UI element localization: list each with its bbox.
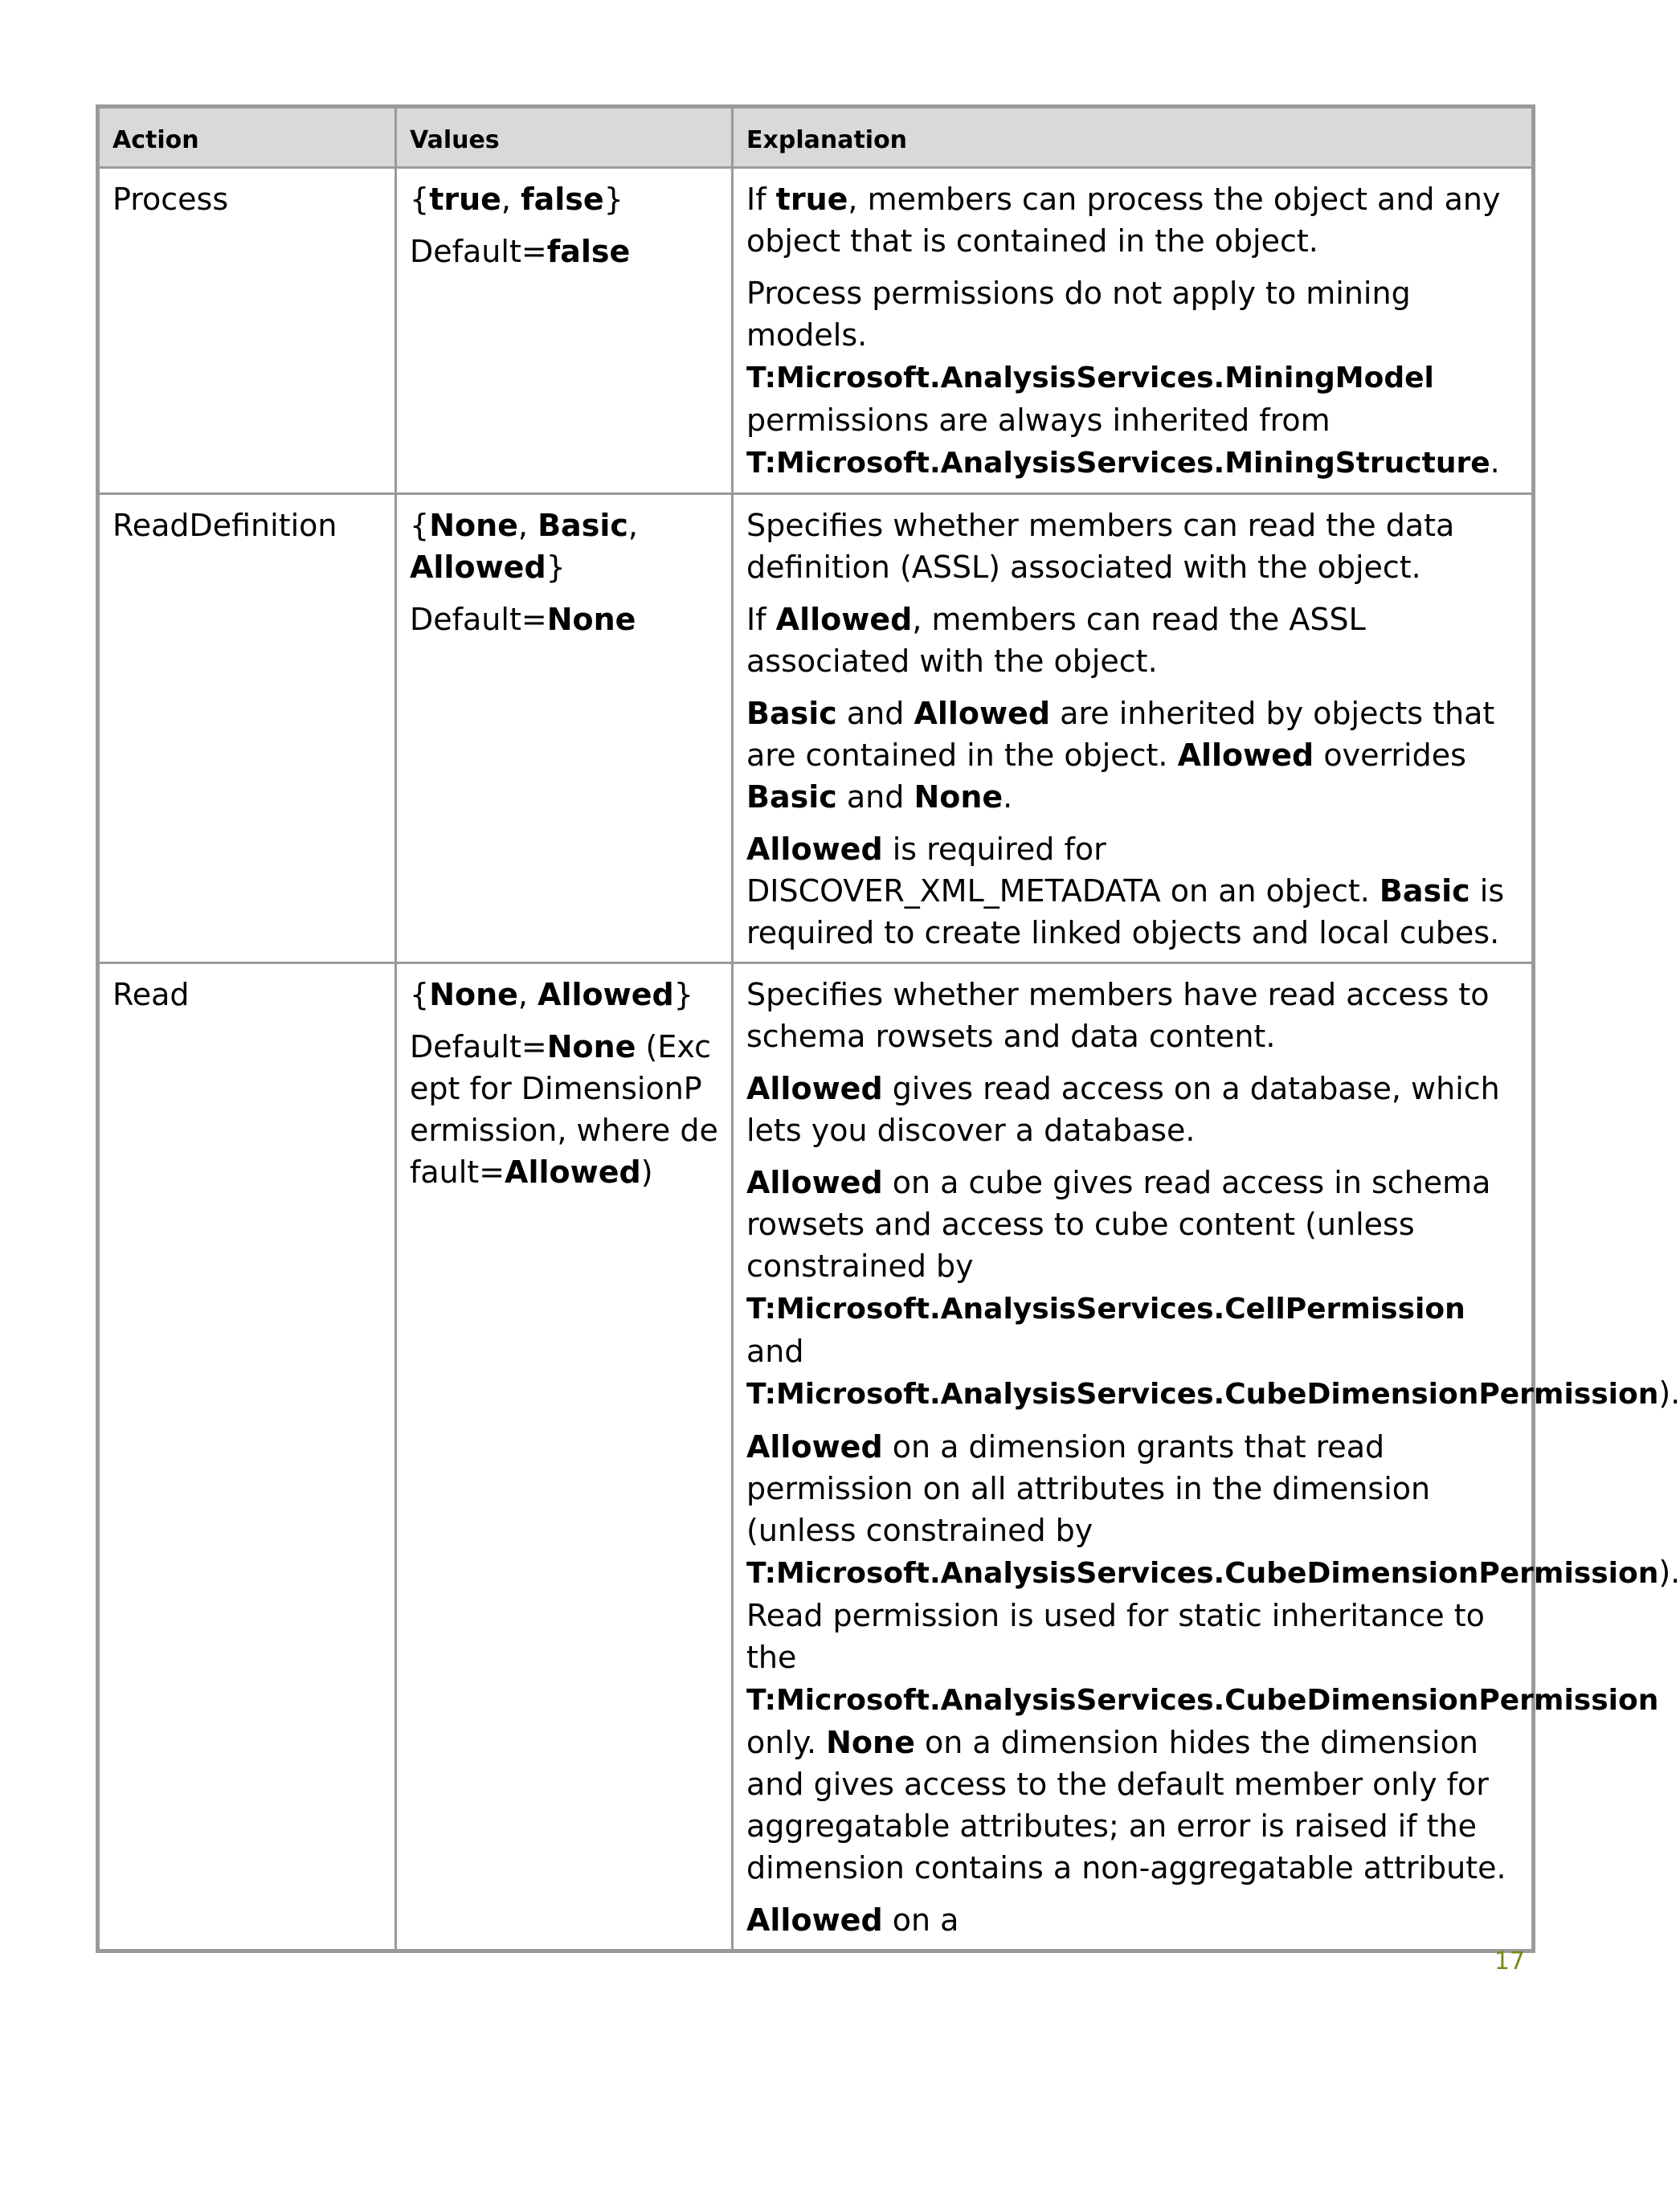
bold-term: true — [775, 182, 848, 217]
bold-term: Allowed — [746, 1429, 883, 1465]
bold-term: Allowed — [746, 1165, 883, 1200]
text-run: , members can read the ASSL associated with the object. — [746, 602, 1366, 679]
bold-term: None — [914, 779, 1004, 815]
text-run: on a dimension grants that read permission on all attributes in the dimension (unless constrained by — [746, 1429, 1431, 1548]
text-run: Default= — [410, 1029, 547, 1064]
text-run: If — [746, 602, 776, 637]
cell-paragraph — [746, 693, 1519, 818]
text-run: , — [627, 508, 638, 543]
text-run: , — [517, 508, 538, 543]
action-cell: Read — [98, 963, 396, 1951]
header-action: Action — [98, 107, 396, 168]
bold-term: None — [429, 977, 518, 1012]
cell-paragraph — [410, 231, 718, 272]
text-run: overrides — [1314, 737, 1466, 773]
text-run: ). — [1658, 1375, 1680, 1411]
text-run: Process permissions do not apply to mining models. — [746, 276, 1411, 353]
bold-term: Basic — [746, 779, 837, 815]
bold-term: None — [826, 1725, 915, 1760]
header-explanation: Explanation — [733, 107, 1534, 168]
bold-term: Basic — [746, 696, 837, 731]
bold-term: Allowed — [538, 977, 674, 1012]
header-values: Values — [396, 107, 733, 168]
type-reference: T:Microsoft.AnalysisServices.CubeDimensionPermission — [746, 1378, 1659, 1411]
text-run: gives read access on a database, which lets you discover a database. — [746, 1071, 1500, 1148]
cell-paragraph — [410, 505, 718, 588]
cell-paragraph — [410, 1026, 718, 1193]
text-run: only. — [746, 1725, 827, 1760]
bold-term: Allowed — [914, 696, 1051, 731]
text-run: If — [746, 182, 776, 217]
bold-term: Basic — [1379, 873, 1470, 909]
cell-paragraph — [746, 1162, 1680, 1416]
cell-paragraph — [746, 505, 1519, 588]
bold-term: None — [546, 1029, 636, 1064]
text-run: ) — [640, 1154, 653, 1190]
text-run: , members can process the object and any object that is contained in the object. — [746, 182, 1501, 259]
text-run: { — [410, 182, 430, 217]
bold-term: None — [546, 602, 636, 637]
cell-paragraph — [410, 178, 718, 220]
page-number: 17 — [1494, 1947, 1525, 1975]
bold-term: Basic — [538, 508, 628, 543]
text-run: . — [1003, 779, 1013, 815]
text-run: on a — [882, 1902, 959, 1938]
text-run: on a cube gives read access in schema rowsets and access to cube content (unless constrained by — [746, 1165, 1491, 1284]
bold-term: Allowed — [746, 831, 883, 867]
text-run: are inherited by objects that are contained in the object. — [746, 696, 1495, 773]
bold-term: Allowed — [1177, 737, 1314, 773]
type-reference: T:Microsoft.AnalysisServices.MiningStructure — [746, 447, 1490, 480]
bold-term: Allowed — [746, 1902, 883, 1938]
cell-paragraph — [746, 272, 1519, 484]
values-cell — [396, 494, 733, 963]
type-reference: T:Microsoft.AnalysisServices.CellPermission — [746, 1293, 1465, 1326]
text-run: is required to create linked objects and local cubes. — [746, 873, 1505, 950]
text-run: Default= — [410, 602, 547, 637]
text-run: (Except for DimensionPermission, where default= — [410, 1029, 718, 1190]
bold-term: Allowed — [410, 550, 546, 585]
text-run: Default= — [410, 234, 547, 269]
type-reference: T:Microsoft.AnalysisServices.CubeDimensionPermission — [746, 1684, 1659, 1717]
cell-paragraph — [746, 599, 1519, 682]
bold-term: Allowed — [775, 602, 913, 637]
cell-paragraph — [746, 828, 1519, 954]
permissions-table — [96, 104, 1680, 1953]
text-run: , — [517, 977, 538, 1012]
action-cell: ReadDefinition — [98, 494, 396, 963]
type-reference: T:Microsoft.AnalysisServices.MiningModel — [746, 362, 1434, 394]
bold-term: None — [429, 508, 518, 543]
bold-term: Allowed — [505, 1154, 641, 1190]
values-cell — [396, 168, 733, 494]
cell-paragraph — [746, 1426, 1680, 1889]
explanation-cell — [733, 963, 1680, 1951]
explanation-cell — [733, 494, 1534, 963]
text-run: on a dimension hides the dimension and gives access to the default member only for aggregatable attributes; an error is raised if the dimension contains a non-aggregatable attribute. — [746, 1725, 1506, 1886]
cell-paragraph — [746, 1068, 1519, 1151]
text-run: { — [410, 508, 430, 543]
bold-term: true — [429, 182, 501, 217]
text-run: , — [501, 182, 521, 217]
cell-paragraph — [746, 974, 1519, 1057]
text-run: and — [836, 779, 914, 815]
bold-term: Allowed — [746, 1071, 883, 1106]
cell-paragraph — [410, 599, 718, 640]
table-row-process — [98, 168, 1534, 494]
bold-term: false — [546, 234, 631, 269]
text-run: Specifies whether members have read access to schema rowsets and data content. — [746, 977, 1490, 1054]
text-run: Specifies whether members can read the data definition (ASSL) associated with the object. — [746, 508, 1455, 585]
text-run: } — [603, 182, 623, 217]
text-run: } — [673, 977, 693, 1012]
values-cell — [396, 963, 733, 1951]
table-header-row — [98, 107, 1534, 168]
text-run: . — [1490, 444, 1500, 480]
action-cell: Process — [98, 168, 396, 494]
type-reference: T:Microsoft.AnalysisServices.CubeDimensionPermission — [746, 1557, 1659, 1590]
cell-paragraph — [746, 1899, 1519, 1941]
cell-paragraph — [746, 178, 1519, 262]
text-run: and — [746, 1334, 804, 1369]
text-run: ). Read permission is used for static inheritance to the — [746, 1555, 1680, 1675]
text-run: and — [836, 696, 914, 731]
table-row-readdefinition — [98, 494, 1534, 963]
text-run: { — [410, 977, 430, 1012]
text-run: is required for DISCOVER_XML_METADATA on an object. — [746, 831, 1380, 909]
table-row-read — [98, 963, 1534, 1951]
bold-term: false — [521, 182, 604, 217]
cell-paragraph — [410, 974, 718, 1015]
explanation-cell — [733, 168, 1534, 494]
text-run: permissions are always inherited from — [746, 402, 1331, 438]
text-run: } — [546, 550, 566, 585]
